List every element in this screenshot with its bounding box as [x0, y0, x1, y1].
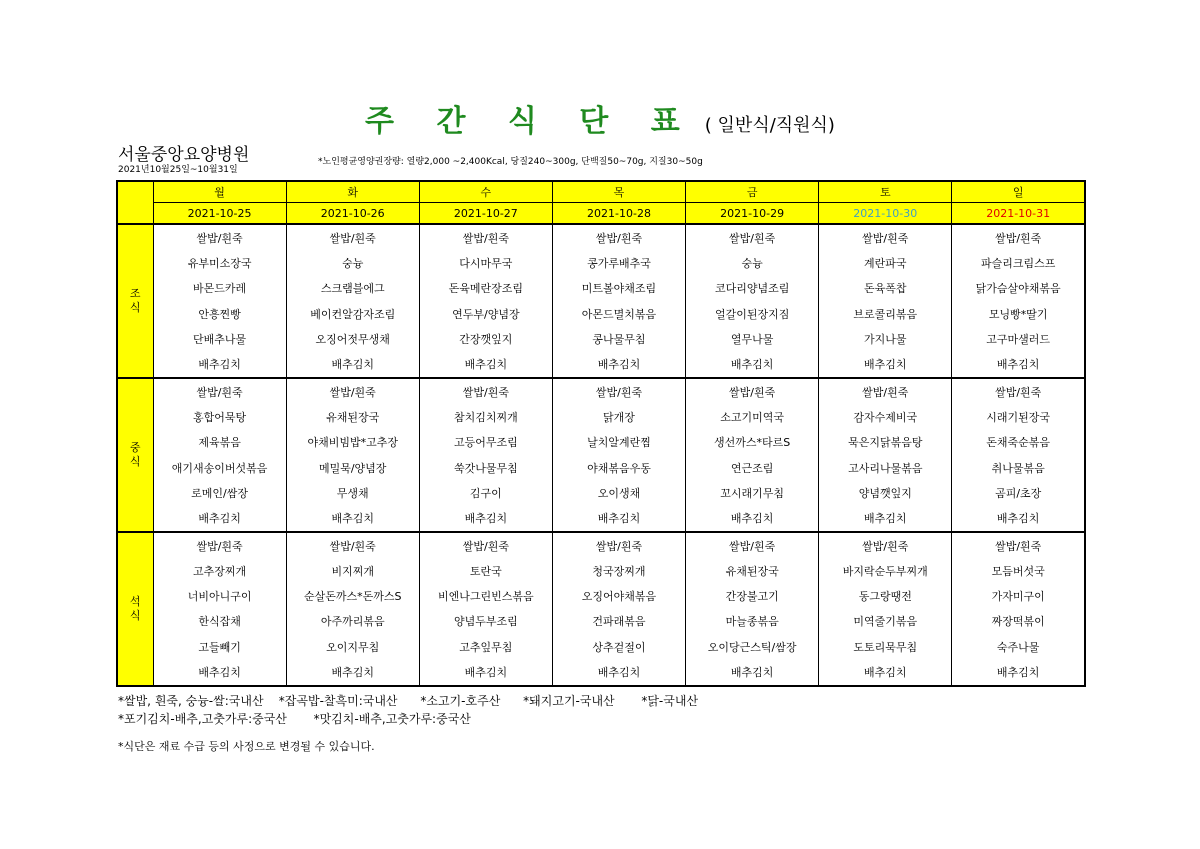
menu-item: 감자수제비국: [819, 405, 952, 430]
menu-item: 숙주나물: [952, 634, 1085, 659]
meal-label-char: 식: [129, 454, 141, 468]
menu-item: 쌀밥/흰죽: [419, 378, 552, 405]
menu-item: 야채비빔밥*고추장: [286, 430, 419, 455]
date-range: 2021년10월25일~10월31일: [118, 165, 238, 175]
menu-item: 오징어젓무생채: [286, 326, 419, 351]
menu-item: 간장깻잎지: [419, 326, 552, 351]
menu-item: 짜장떡볶이: [952, 609, 1085, 634]
menu-item: 소고기미역국: [686, 405, 819, 430]
day-name-6: 일: [952, 181, 1085, 203]
menu-item: 제육볶음: [153, 430, 286, 455]
menu-item: 야채볶음우동: [552, 455, 685, 480]
menu-item: 배추김치: [952, 505, 1085, 532]
menu-item: 브로콜리볶음: [819, 301, 952, 326]
menu-item: 단배추나물: [153, 326, 286, 351]
menu-item: 안흥찐빵: [153, 301, 286, 326]
menu-row: [117, 351, 1085, 378]
menu-row: [117, 609, 1085, 634]
menu-item: 배추김치: [419, 351, 552, 378]
menu-item: 돈육폭찹: [819, 276, 952, 301]
menu-item: 시래기된장국: [952, 405, 1085, 430]
menu-row: [117, 405, 1085, 430]
meal-label-2: [117, 532, 153, 686]
menu-item: 배추김치: [286, 351, 419, 378]
menu-row: [117, 276, 1085, 301]
menu-item: 미역줄기볶음: [819, 609, 952, 634]
menu-item: 쌀밥/흰죽: [552, 378, 685, 405]
menu-item: 곰피/초장: [952, 480, 1085, 505]
menu-item: 배추김치: [419, 659, 552, 686]
menu-item: 닭개장: [552, 405, 685, 430]
day-date-2: 2021-10-27: [419, 203, 552, 225]
menu-item: 숭늉: [286, 251, 419, 276]
menu-item: 돈육메란장조림: [419, 276, 552, 301]
menu-item: 배추김치: [552, 351, 685, 378]
menu-item: 배추김치: [952, 351, 1085, 378]
day-date-0: 2021-10-25: [153, 203, 286, 225]
menu-item: 양념깻잎지: [819, 480, 952, 505]
menu-item: 꼬시래기무침: [686, 480, 819, 505]
menu-row: [117, 559, 1085, 584]
menu-row: [117, 505, 1085, 532]
menu-item: 유부미소장국: [153, 251, 286, 276]
day-name-3: 목: [552, 181, 685, 203]
menu-item: 콩나물무침: [552, 326, 685, 351]
menu-item: 미트볼야채조림: [552, 276, 685, 301]
menu-item: 고등어무조림: [419, 430, 552, 455]
menu-row: [117, 430, 1085, 455]
menu-item: 쌀밥/흰죽: [952, 532, 1085, 559]
menu-item: 무생채: [286, 480, 419, 505]
menu-item: 비지찌개: [286, 559, 419, 584]
menu-item: 연두부/양념장: [419, 301, 552, 326]
menu-row: [117, 659, 1085, 686]
meal-label-char: 조: [129, 286, 141, 300]
menu-item: 연근조림: [686, 455, 819, 480]
menu-item: 배추김치: [153, 659, 286, 686]
menu-item: 애기새송이버섯볶음: [153, 455, 286, 480]
menu-item: 쌀밥/흰죽: [286, 378, 419, 405]
menu-item: 배추김치: [819, 351, 952, 378]
day-date-1: 2021-10-26: [286, 203, 419, 225]
menu-item: 배추김치: [552, 659, 685, 686]
menu-item: 유채된장국: [286, 405, 419, 430]
note-origin-1: *쌀밥, 흰죽, 숭늉-쌀:국내산 *잡곡밥-찰흑미:국내산 *소고기-호주산 *돼지고기-국내산 *닭-국내산: [118, 694, 699, 708]
menu-item: 비엔나그린빈스볶음: [419, 584, 552, 609]
menu-item: 배추김치: [686, 659, 819, 686]
menu-item: 아몬드멸치볶음: [552, 301, 685, 326]
menu-item: 고추잎무침: [419, 634, 552, 659]
menu-item: 참치김치찌개: [419, 405, 552, 430]
menu-item: 고들빼기: [153, 634, 286, 659]
menu-item: 배추김치: [686, 351, 819, 378]
menu-item: 배추김치: [419, 505, 552, 532]
menu-item: 배추김치: [952, 659, 1085, 686]
day-date-3: 2021-10-28: [552, 203, 685, 225]
menu-item: 순살돈까스*돈까스S: [286, 584, 419, 609]
menu-item: 코다리양념조림: [686, 276, 819, 301]
menu-item: 배추김치: [286, 505, 419, 532]
menu-item: 배추김치: [286, 659, 419, 686]
menu-item: 쌀밥/흰죽: [419, 532, 552, 559]
menu-row: [117, 301, 1085, 326]
menu-item: 유채된장국: [686, 559, 819, 584]
note-origin-2: *포기김치-배추,고춧가루:중국산 *맛김치-배추,고춧가루:중국산: [118, 712, 471, 726]
menu-row: [117, 634, 1085, 659]
menu-item: 생선까스*타르S: [686, 430, 819, 455]
menu-item: 홍합어묵탕: [153, 405, 286, 430]
meal-label-char: 중: [129, 440, 141, 454]
menu-row: [117, 251, 1085, 276]
menu-item: 쌀밥/흰죽: [419, 224, 552, 251]
menu-item: 오이당근스틱/쌈장: [686, 634, 819, 659]
meal-label-char: 석: [129, 594, 141, 608]
menu-item: 쌀밥/흰죽: [153, 224, 286, 251]
menu-row: [117, 480, 1085, 505]
menu-item: 묵은지닭볶음탕: [819, 430, 952, 455]
page-subtitle: ( 일반식/직원식): [704, 115, 835, 136]
menu-table: [116, 180, 1086, 687]
menu-item: 마늘종볶음: [686, 609, 819, 634]
menu-item: 돈채죽순볶음: [952, 430, 1085, 455]
menu-item: 쌀밥/흰죽: [286, 224, 419, 251]
menu-item: 숭늉: [686, 251, 819, 276]
menu-item: 바지락순두부찌개: [819, 559, 952, 584]
menu-row: [117, 455, 1085, 480]
menu-item: 쌀밥/흰죽: [819, 224, 952, 251]
menu-item: 김구이: [419, 480, 552, 505]
menu-item: 고구마샐러드: [952, 326, 1085, 351]
menu-item: 청국장찌개: [552, 559, 685, 584]
menu-item: 쌀밥/흰죽: [552, 224, 685, 251]
day-date-5: 2021-10-30: [819, 203, 952, 225]
menu-item: 오이생채: [552, 480, 685, 505]
menu-item: 쌀밥/흰죽: [686, 224, 819, 251]
menu-item: 쌀밥/흰죽: [819, 532, 952, 559]
meal-label-char: 식: [129, 300, 141, 314]
menu-item: 고사리나물볶음: [819, 455, 952, 480]
menu-row: [117, 326, 1085, 351]
menu-item: 아주까리볶음: [286, 609, 419, 634]
menu-item: 얼갈이된장지짐: [686, 301, 819, 326]
day-name-0: 월: [153, 181, 286, 203]
menu-item: 배추김치: [686, 505, 819, 532]
menu-item: 건파래볶음: [552, 609, 685, 634]
day-name-5: 토: [819, 181, 952, 203]
menu-item: 가지나물: [819, 326, 952, 351]
menu-item: 상추겉절이: [552, 634, 685, 659]
menu-item: 바몬드카레: [153, 276, 286, 301]
menu-item: 쌀밥/흰죽: [153, 378, 286, 405]
menu-row: [117, 584, 1085, 609]
menu-item: 쌀밥/흰죽: [286, 532, 419, 559]
meal-label-1: [117, 378, 153, 532]
menu-item: 닭가슴살야채볶음: [952, 276, 1085, 301]
header-corner: [117, 181, 153, 224]
menu-item: 도토리묵무침: [819, 634, 952, 659]
menu-item: 모닝빵*딸기: [952, 301, 1085, 326]
menu-item: 콩가루배추국: [552, 251, 685, 276]
menu-item: 열무나물: [686, 326, 819, 351]
page-title: 주 간 식 단 표: [365, 104, 696, 139]
menu-item: 토란국: [419, 559, 552, 584]
header-row-dates: [117, 203, 1085, 225]
hospital-name: 서울중앙요양병원: [118, 145, 250, 165]
page-title-block: [0, 96, 1200, 140]
menu-item: 스크램블에그: [286, 276, 419, 301]
menu-item: 다시마무국: [419, 251, 552, 276]
menu-item: 메밀묵/양념장: [286, 455, 419, 480]
menu-item: 동그랑땡전: [819, 584, 952, 609]
menu-item: 쌀밥/흰죽: [952, 378, 1085, 405]
day-date-6: 2021-10-31: [952, 203, 1085, 225]
menu-item: 쌀밥/흰죽: [686, 378, 819, 405]
header-row-days: [117, 181, 1085, 203]
menu-item: 가자미구이: [952, 584, 1085, 609]
menu-item: 한식잡채: [153, 609, 286, 634]
menu-row: [117, 378, 1085, 405]
day-date-4: 2021-10-29: [686, 203, 819, 225]
menu-item: 로메인/쌈장: [153, 480, 286, 505]
menu-item: 오징어야채볶음: [552, 584, 685, 609]
day-name-1: 화: [286, 181, 419, 203]
menu-item: 취나물볶음: [952, 455, 1085, 480]
menu-item: 파슬리크림스프: [952, 251, 1085, 276]
menu-item: 쌀밥/흰죽: [552, 532, 685, 559]
menu-item: 배추김치: [153, 351, 286, 378]
menu-table-body: [117, 181, 1085, 686]
menu-item: 쌀밥/흰죽: [819, 378, 952, 405]
meal-label-0: [117, 224, 153, 378]
menu-item: 쑥갓나물무침: [419, 455, 552, 480]
nutrition-info: *노인평균영양권장량: 열량2,000 ~2,400Kcal, 당질240~300g, 단백질50~70g, 지질30~50g: [318, 157, 703, 167]
menu-item: 배추김치: [153, 505, 286, 532]
menu-item: 양념두부조림: [419, 609, 552, 634]
menu-item: 쌀밥/흰죽: [153, 532, 286, 559]
menu-item: 너비아니구이: [153, 584, 286, 609]
menu-item: 베이컨알감자조림: [286, 301, 419, 326]
notes: [118, 692, 698, 756]
menu-item: 배추김치: [819, 659, 952, 686]
menu-item: 날치알계란찜: [552, 430, 685, 455]
note-change-notice: *식단은 재료 수급 등의 사정으로 변경될 수 있습니다.: [118, 740, 375, 753]
day-name-2: 수: [419, 181, 552, 203]
menu-row: [117, 224, 1085, 251]
menu-row: [117, 532, 1085, 559]
day-name-4: 금: [686, 181, 819, 203]
menu-item: 쌀밥/흰죽: [952, 224, 1085, 251]
menu-item: 배추김치: [552, 505, 685, 532]
menu-item: 고추장찌개: [153, 559, 286, 584]
meal-label-char: 식: [129, 608, 141, 622]
menu-item: 계란파국: [819, 251, 952, 276]
menu-item: 간장불고기: [686, 584, 819, 609]
menu-item: 배추김치: [819, 505, 952, 532]
menu-item: 오이지무침: [286, 634, 419, 659]
menu-item: 쌀밥/흰죽: [686, 532, 819, 559]
menu-item: 모듬버섯국: [952, 559, 1085, 584]
